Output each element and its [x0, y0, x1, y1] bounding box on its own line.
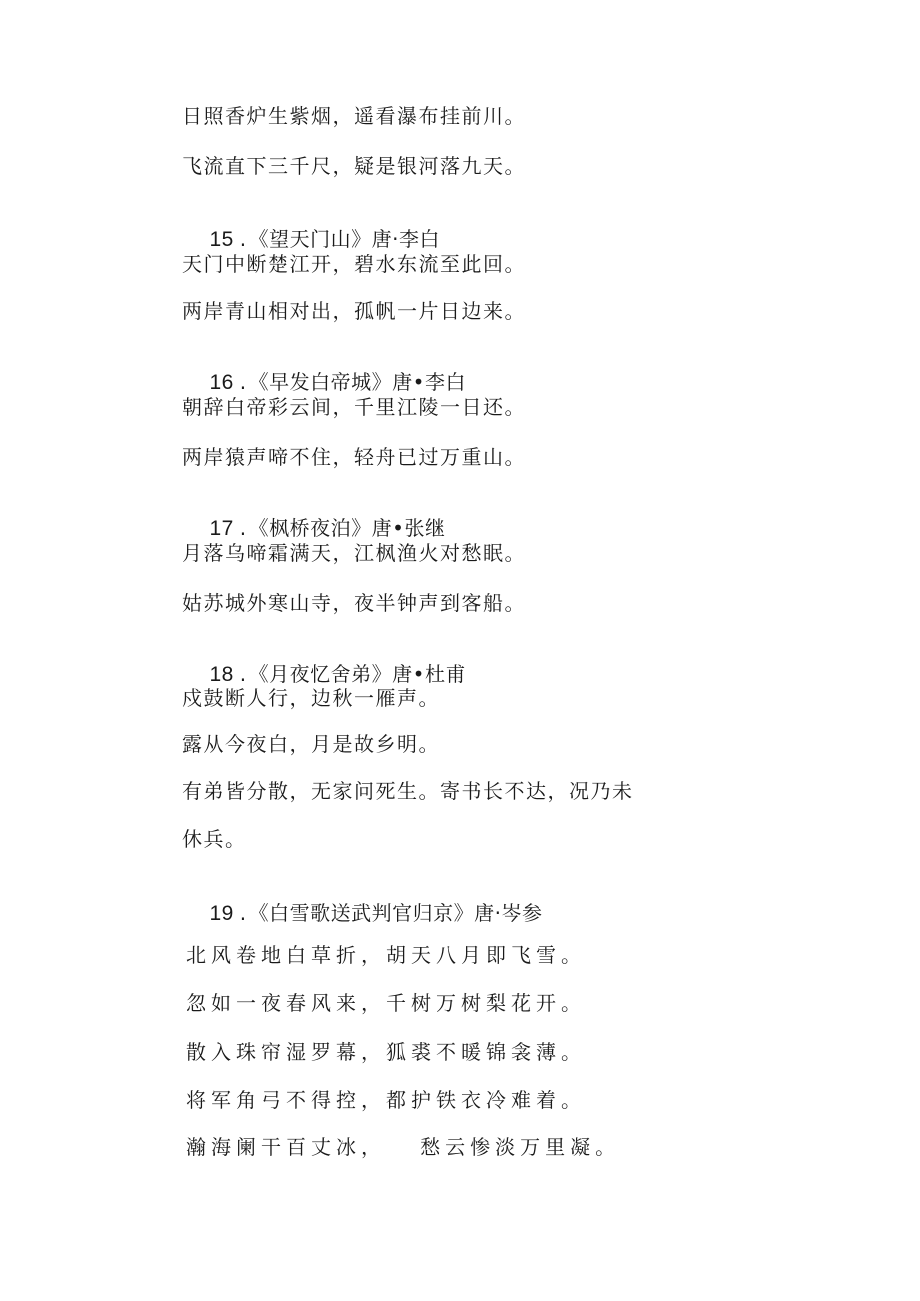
- poem-line: 戍鼓断人行，边秋一雁声。: [182, 686, 440, 710]
- poem-number-dot: .: [239, 227, 247, 251]
- poem-number-dot: .: [239, 662, 247, 686]
- poem-number: 18: [209, 663, 234, 686]
- poem-line: 两岸猿声啼不住，轻舟已过万重山。: [182, 445, 526, 469]
- poem-number: 17: [209, 517, 234, 540]
- poem-line: 北风卷地白草折，胡天八月即飞雪。: [186, 943, 586, 967]
- poem-number: 15: [209, 228, 234, 251]
- poem-line: 瀚海阑干百丈冰， 愁云惨淡万里凝。: [186, 1135, 621, 1159]
- poem-line: 将军角弓不得控，都护铁衣冷难着。: [186, 1088, 586, 1112]
- poem-line: 两岸青山相对出，孤帆一片日边来。: [182, 299, 526, 323]
- poem-title: 《白雪歌送武判官归京》唐·岑参: [248, 901, 543, 925]
- poem-line: 日照香炉生紫烟，遥看瀑布挂前川。: [182, 104, 526, 128]
- poem-line: 休兵。: [182, 827, 247, 851]
- poem-number: 19: [209, 902, 234, 925]
- poem-number-dot: .: [239, 901, 247, 925]
- poem-line: 姑苏城外寒山寺，夜半钟声到客船。: [182, 591, 526, 615]
- poem-number-dot: .: [239, 370, 247, 394]
- poem-line: 露从今夜白，月是故乡明。: [182, 732, 440, 756]
- poem-line: 月落乌啼霜满天，江枫渔火对愁眠。: [182, 541, 526, 565]
- poem-line: 散入珠帘湿罗幕，狐裘不暖锦衾薄。: [186, 1040, 586, 1064]
- poem-title: 《枫桥夜泊》唐•张继: [248, 516, 446, 540]
- poem-number: 16: [209, 371, 234, 394]
- poem-title: 《早发白帝城》唐•李白: [248, 370, 466, 394]
- poem-title: 《望天门山》唐·李白: [248, 227, 441, 251]
- poem-number-dot: .: [239, 516, 247, 540]
- poem-line: 天门中断楚江开，碧水东流至此回。: [182, 252, 526, 276]
- poem-line: 朝辞白帝彩云间，千里江陵一日还。: [182, 395, 526, 419]
- poem-heading: [182, 877, 543, 950]
- poem-line: 忽如一夜春风来，千树万树梨花开。: [186, 991, 586, 1015]
- poem-title: 《月夜忆舍弟》唐•杜甫: [248, 662, 466, 686]
- poem-line: 飞流直下三千尺，疑是银河落九天。: [182, 154, 526, 178]
- poem-line: 有弟皆分散，无家问死生。寄书长不达，况乃未: [182, 779, 634, 803]
